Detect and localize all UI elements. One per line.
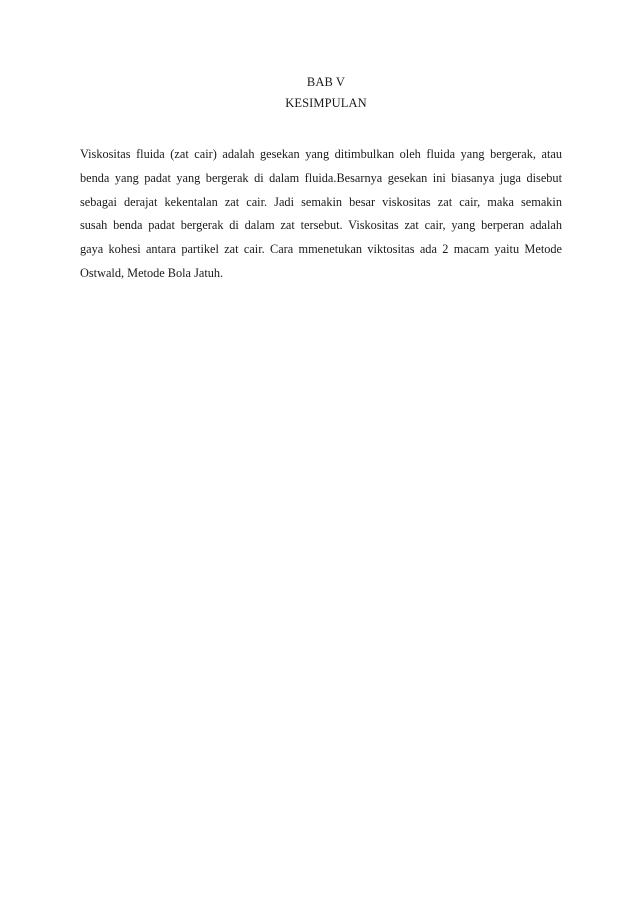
- chapter-title: KESIMPULAN: [285, 96, 367, 110]
- paragraph-line: sebagai derajat kekentalan zat cair. Jadi semakin besar viskositas zat cair, maka semakin: [80, 194, 562, 209]
- conclusion-paragraph: [80, 143, 562, 286]
- paragraph-line: benda yang padat yang bergerak di dalam fluida.Besarnya gesekan ini biasanya juga disebut: [80, 170, 562, 185]
- paragraph-line: susah benda padat bergerak di dalam zat tersebut. Viskositas zat cair, yang berperan adalah: [80, 218, 562, 233]
- chapter-label: BAB V: [306, 75, 346, 89]
- paragraph-line: Viskositas fluida (zat cair) adalah gesekan yang ditimbulkan oleh fluida yang bergerak, atau: [80, 147, 562, 161]
- paragraph-line: Ostwald, Metode Bola Jatuh.: [80, 265, 224, 280]
- paragraph-line: gaya kohesi antara partikel zat cair. Cara mmenetukan viktositas ada 2 macam yaitu Metode: [80, 242, 562, 257]
